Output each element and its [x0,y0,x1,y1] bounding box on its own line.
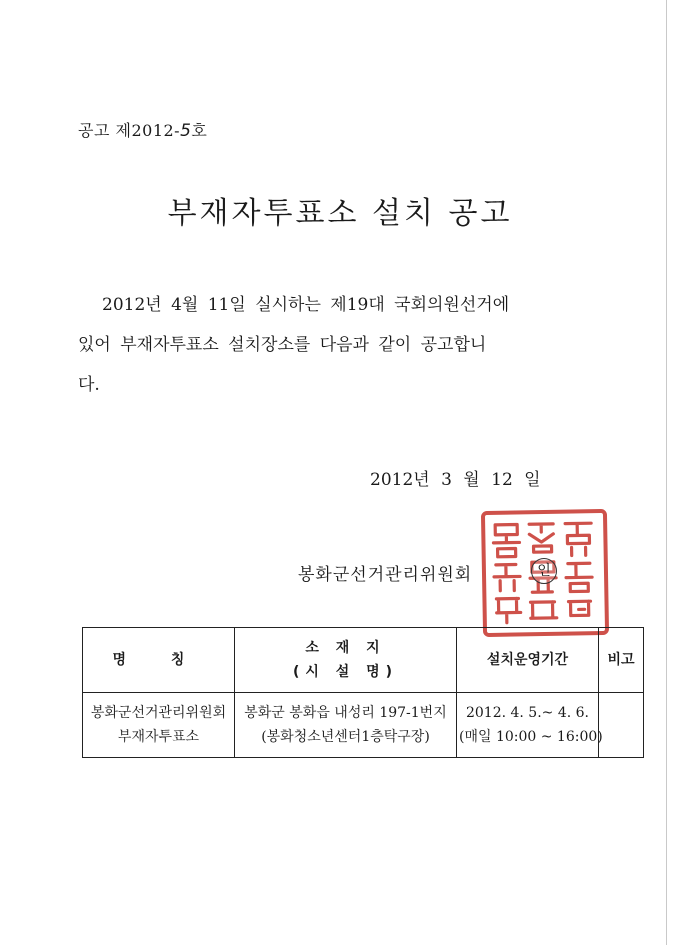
header-name: 명 칭 [83,628,235,693]
table-header-row [83,628,644,693]
scan-edge-line [666,0,667,945]
body-line-2: 있어 부재자투표소 설치장소를 다음과 같이 공고합니 [78,335,487,355]
header-remarks: 비고 [599,628,644,693]
cell-location: 봉화군 봉화읍 내성리 197-1번지 (봉화청소년센터1층탁구장) [235,693,457,758]
notice-date: 2012년 3 월 12 일 [370,470,541,490]
body-line-1: 2012년 4월 11일 실시하는 제19대 국회의원선거에 [102,295,510,315]
header-period: 설치운영기간 [457,628,599,693]
seal-mark: 인 [531,558,557,584]
polling-station-table [82,627,644,758]
notice-body [78,285,598,405]
cell-name: 봉화군선거관리위원회 부재자투표소 [83,693,235,758]
notice-number [78,118,207,141]
notice-number-prefix: 공고 제2012- [78,121,181,140]
document-title: 부재자투표소 설치 공고 [167,196,513,231]
issuer-name: 봉화군선거관리위원회 [298,565,473,585]
header-location: 소 재 지 (시 설 명) [235,628,457,693]
notice-number-suffix: 호 [191,121,208,140]
table-row [83,693,644,758]
notice-number-handwritten: 5 [180,121,192,141]
body-line-3: 다. [78,375,100,395]
cell-remarks [599,693,644,758]
cell-period: 2012. 4. 5.~ 4. 6. (매일 10:00 ~ 16:00) [457,693,599,758]
